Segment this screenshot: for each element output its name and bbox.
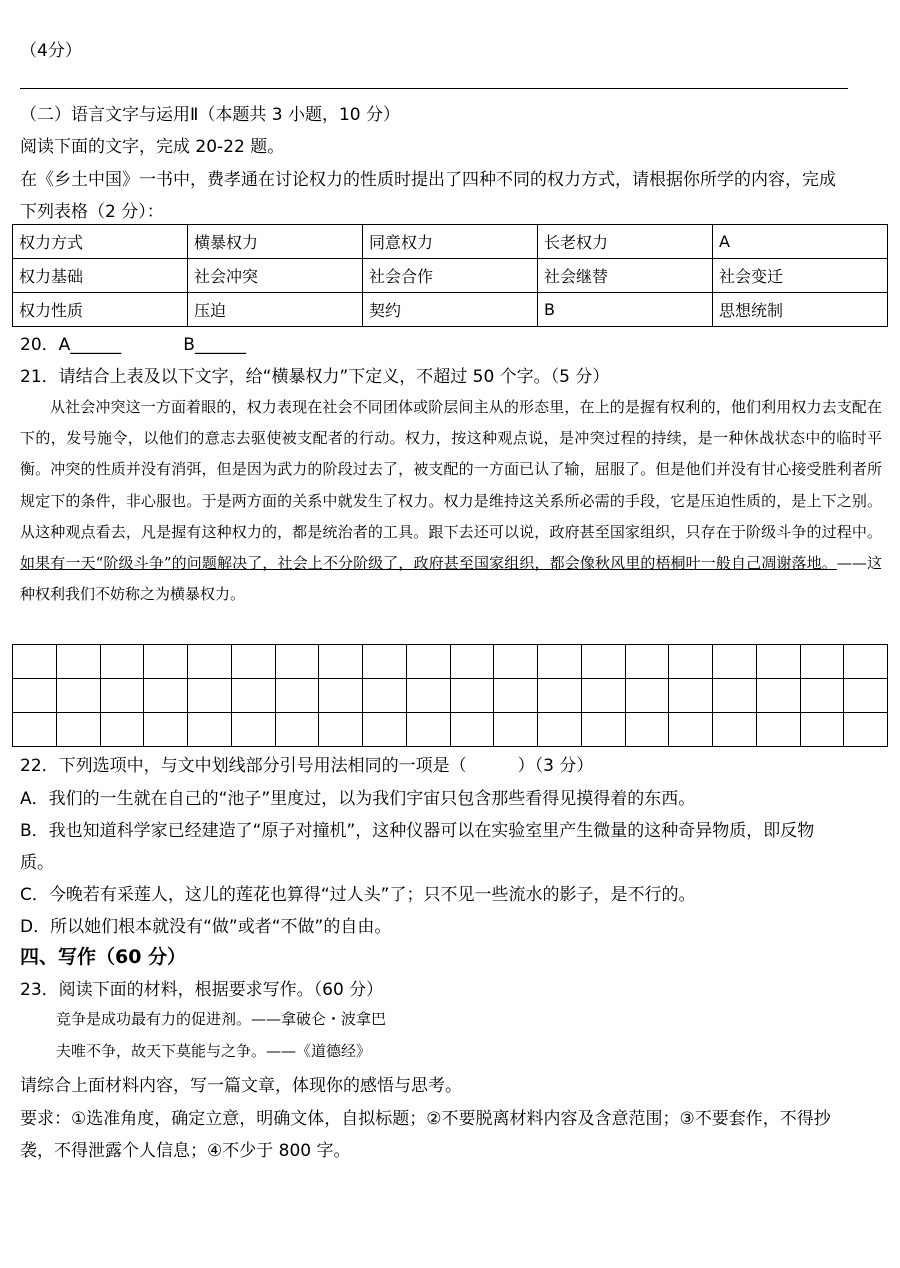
answer-grid-cell[interactable] (581, 713, 625, 747)
answer-grid-cell[interactable] (450, 645, 494, 679)
answer-grid-cell[interactable] (188, 679, 232, 713)
q23-requirements-line2: 袭，不得泄露个人信息；④不少于 800 字。 (20, 1141, 351, 1161)
answer-grid-cell[interactable] (581, 645, 625, 679)
answer-grid-cell[interactable] (450, 713, 494, 747)
answer-grid-cell[interactable] (231, 713, 275, 747)
q21-stem: 21．请结合上表及以下文字，给“横暴权力”下定义，不超过 50 个字。（5 分） (20, 367, 610, 387)
q22-option-d: D．所以她们根本就没有“做”或者“不做”的自由。 (20, 917, 392, 937)
table-cell: 社会变迁 (713, 259, 888, 293)
answer-grid-cell[interactable] (756, 645, 800, 679)
answer-grid-cell[interactable] (275, 679, 319, 713)
answer-grid-cell[interactable] (756, 679, 800, 713)
answer-grid-cell[interactable] (13, 645, 57, 679)
q23-requirements-line1: 要求：①选准角度，确定立意，明确文体，自拟标题；②不要脱离材料内容及含意范围；③不要套作，不得抄 (20, 1109, 831, 1129)
answer-grid-cell[interactable] (319, 679, 363, 713)
passage (20, 392, 882, 610)
answer-grid-cell[interactable] (450, 679, 494, 713)
answer-grid-cell[interactable] (800, 679, 844, 713)
header-points: （4分） (20, 41, 82, 61)
table-cell: 契约 (363, 293, 538, 327)
answer-grid-cell[interactable] (56, 713, 100, 747)
section-title: （二）语言文字与运用Ⅱ（本题共 3 小题，10 分） (20, 105, 401, 125)
answer-grid-cell[interactable] (800, 645, 844, 679)
divider-rule (20, 88, 848, 89)
answer-grid-cell[interactable] (231, 645, 275, 679)
answer-grid[interactable] (12, 644, 888, 747)
answer-grid-cell[interactable] (669, 679, 713, 713)
answer-grid-cell[interactable] (844, 679, 888, 713)
answer-grid-row (13, 713, 888, 747)
table-cell: B (538, 293, 713, 327)
q22-option-a: A．我们的一生就在自己的“池子”里度过，以为我们宇宙只包含那些看得见摸得着的东西。 (20, 789, 696, 809)
q20-blank-b: B______ (183, 335, 246, 355)
q23-instruction: 请综合上面材料内容，写一篇文章，体现你的感悟与思考。 (20, 1076, 462, 1096)
answer-grid-cell[interactable] (144, 645, 188, 679)
table-cell: 思想统制 (713, 293, 888, 327)
answer-grid-cell[interactable] (231, 679, 275, 713)
q20-line (20, 330, 246, 355)
answer-grid-cell[interactable] (363, 713, 407, 747)
table-prompt-line2: 下列表格（2 分）： (20, 202, 164, 222)
table-cell: 横暴权力 (188, 225, 363, 259)
table-cell: 社会合作 (363, 259, 538, 293)
answer-grid-cell[interactable] (844, 645, 888, 679)
answer-grid-cell[interactable] (144, 713, 188, 747)
answer-grid-cell[interactable] (406, 679, 450, 713)
table-cell: 权力方式 (13, 225, 188, 259)
answer-grid-cell[interactable] (319, 713, 363, 747)
table-cell: 同意权力 (363, 225, 538, 259)
answer-grid-cell[interactable] (581, 679, 625, 713)
answer-grid-cell[interactable] (494, 645, 538, 679)
answer-grid-cell[interactable] (669, 713, 713, 747)
table-cell: 社会冲突 (188, 259, 363, 293)
answer-grid-cell[interactable] (275, 713, 319, 747)
table-cell: 社会继替 (538, 259, 713, 293)
answer-grid-cell[interactable] (363, 679, 407, 713)
table-cell: 权力性质 (13, 293, 188, 327)
table-cell: 压迫 (188, 293, 363, 327)
answer-grid-cell[interactable] (363, 645, 407, 679)
answer-grid-cell[interactable] (56, 645, 100, 679)
answer-grid-cell[interactable] (756, 713, 800, 747)
answer-grid-cell[interactable] (844, 713, 888, 747)
answer-grid-cell[interactable] (538, 713, 582, 747)
answer-grid-cell[interactable] (406, 645, 450, 679)
table-row (13, 293, 888, 327)
answer-grid-cell[interactable] (100, 679, 144, 713)
answer-grid-cell[interactable] (188, 713, 232, 747)
answer-grid-cell[interactable] (100, 713, 144, 747)
table-prompt-line1: 在《乡土中国》一书中，费孝通在讨论权力的性质时提出了四种不同的权力方式，请根据你所学的内容，完成 (20, 170, 836, 190)
answer-grid-cell[interactable] (800, 713, 844, 747)
answer-grid-cell[interactable] (13, 679, 57, 713)
answer-grid-cell[interactable] (275, 645, 319, 679)
answer-grid-cell[interactable] (538, 645, 582, 679)
answer-grid-cell[interactable] (625, 713, 669, 747)
answer-grid-cell[interactable] (406, 713, 450, 747)
q20-number: 20． (20, 335, 59, 355)
table-cell: 长老权力 (538, 225, 713, 259)
answer-grid-cell[interactable] (144, 679, 188, 713)
q22-option-b-line1: B．我也知道科学家已经建造了“原子对撞机”，这种仪器可以在实验室里产生微量的这种奇异物质，即反物 (20, 821, 815, 841)
passage-main: 从社会冲突这一方面着眼的，权力表现在社会不同团体或阶层间主从的形态里，在上的是握有权利的，他们利用权力去支配在下的，发号施令，以他们的意志去驱使被支配者的行动。权力，按这种观点说，是冲突过程的持续，是一种休战状态中的临时平衡。冲突的性质并没有消弭，但是因为武力的阶段过去了，被支配的一方面已认了输，屈服了。但是他们并没有甘心接受胜利者所规定下的条件，非心服也。于是两方面的关系中就发生了权力。权力是维持这关系所必需的手段，它是压迫性质的，是上下之别。从这种观点看去，凡是握有这种权力的，都是统治者的工具。跟下去还可以说，政府甚至国家组织，只存在于阶级斗争的过程中。 (20, 398, 882, 541)
table-cell: 权力基础 (13, 259, 188, 293)
answer-grid-row (13, 645, 888, 679)
answer-grid-cell[interactable] (100, 645, 144, 679)
answer-grid-cell[interactable] (713, 679, 757, 713)
passage-underlined: 如果有一天“阶级斗争”的问题解决了，社会上不分阶级了，政府甚至国家组织，都会像秋风里的梧桐叶一般自己凋谢落地。 (20, 554, 837, 573)
answer-grid-cell[interactable] (713, 645, 757, 679)
answer-grid-row (13, 679, 888, 713)
table-row (13, 225, 888, 259)
answer-grid-cell[interactable] (319, 645, 363, 679)
q23-quote2: 夫唯不争，故天下莫能与之争。——《道德经》 (56, 1042, 372, 1060)
q20-blank-a: A______ (58, 335, 122, 355)
table-row (13, 259, 888, 293)
answer-grid-cell[interactable] (56, 679, 100, 713)
q23-stem: 23．阅读下面的材料，根据要求写作。（60 分） (20, 980, 384, 1000)
intro-instruction: 阅读下面的文字，完成 20-22 题。 (20, 137, 285, 157)
passage-tail: ——这种权利我们不妨称之为横暴权力。 (20, 554, 882, 604)
answer-grid-cell[interactable] (494, 713, 538, 747)
q22-option-c: C．今晚若有采莲人，这儿的莲花也算得“过人头”了；只不见一些流水的影子，是不行的。 (20, 885, 696, 905)
answer-grid-cell[interactable] (713, 713, 757, 747)
answer-grid-cell[interactable] (13, 713, 57, 747)
section4-title: 四、写作（60 分） (20, 946, 187, 968)
power-table (12, 224, 888, 327)
answer-grid-cell[interactable] (669, 645, 713, 679)
answer-grid-cell[interactable] (188, 645, 232, 679)
q23-quote1: 竞争是成功最有力的促进剂。——拿破仑・波拿巴 (56, 1010, 387, 1028)
table-cell: A (713, 225, 888, 259)
answer-grid-cell[interactable] (538, 679, 582, 713)
q22-option-b-line2: 质。 (20, 853, 54, 873)
answer-grid-cell[interactable] (494, 679, 538, 713)
answer-grid-cell[interactable] (625, 645, 669, 679)
answer-grid-cell[interactable] (625, 679, 669, 713)
q22-stem: 22．下列选项中，与文中划线部分引号用法相同的一项是（ ）（3 分） (20, 756, 594, 776)
